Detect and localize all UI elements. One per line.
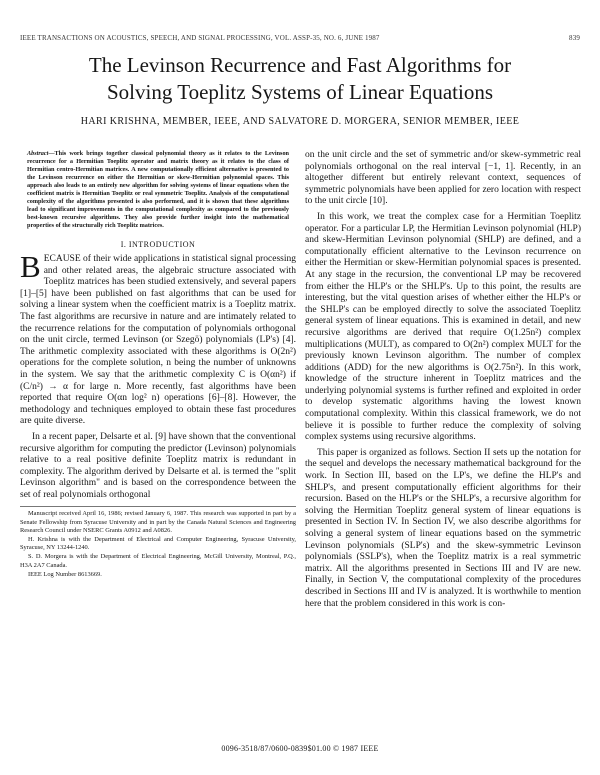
footnote-author-krishna: H. Krishna is with the Department of Electrical and Computer Engineering, Syracuse University, Syracuse, NY 13244-1240. — [20, 536, 296, 552]
section-heading-introduction: I. INTRODUCTION — [120, 240, 196, 249]
intro-paragraph-1 — [20, 249, 296, 428]
author-line: HARI KRISHNA, MEMBER, IEEE, AND SALVATORE D. MORGERA, SENIOR MEMBER, IEEE — [80, 116, 520, 127]
right-paragraph-2: In this work, we treat the complex case for a Hermitian Toeplitz operator. For a particular LP, the Hermitian Levinson polynomial (HLP) and skew-Hermitian Levinson polynomial (SHLP) are defined, and a computationally efficient alternative to the Levinson recurrence on either the Hermitian or skew-Hermitian polynomial spaces is presented. At any stage in the recursion, the conventional LP may be recovered from either the HLP's or the SHLP's. Up to this point, the results are interesting, but the vital question arises of whether either the HLP's or the SHLP's can be employed directly to solve the associated Toeplitz general system of linear equations. This is examined in detail, and new recursive algorithms are derived that require O(1.25n²) complex multiplications (MULT), as compared to O(2n²) complex MULT for the previously known Levinson algorithm. The number of complex additions (ADD) for the new algorithms is O(2.75n²). In this work, knowledge of the structure inherent in Toeplitz matrices and the underlying polynomial systems is further refined and exploited in order to develop systematic algorithms having the lowest known computational complexity. Within this classical framework, we do not believe it is possible to further reduce the complexity of solving complex systems using recursive algorithms. — [305, 211, 581, 443]
intro-paragraph-2: In a recent paper, Delsarte et al. [9] have shown that the conventional recursive algorithm for computing the predictor (Levinson) polynomials relative to a real positive definite Toeplitz matrix is redundant in complexity. The algorithm derived by Delsarte et al. is termed the "split Levinson algorithm" and is based on the correspondence between the set of real polynomials orthogonal — [20, 431, 296, 500]
right-paragraph-3: This paper is organized as follows. Section II sets up the notation for the sequel and develops the necessary mathematical background for the work. In Section III, based on the LP's, we define the HLP's and SHLP's, and present computationally efficient algorithms for their recursion. Based on the HLP's or the SHLP's, a recursive algorithm for solving the Hermitian Toeplitz general system of linear equations is presented in Section IV. In Section IV, we also describe algorithms for solving a general system of linear equations based on the symmetric Levinson polynomials (SLP's) and the skew-symmetric Levinson polynomials (SSLP's), when the Toeplitz matrix is a real symmetric matrix. All the algorithms presented in Sections III and IV are new. Finally, in Section V, the computational complexity of the procedures described in Sections III and IV is analyzed. It is worthwhile to mention here that the problem considered in this work is con- — [305, 447, 581, 609]
right-column — [305, 150, 581, 738]
abstract — [20, 150, 296, 230]
footnote-author-morgera: S. D. Morgera is with the Department of Electrical Engineering, McGill University, Montreal, P.Q., H3A 2A7 Canada. — [20, 553, 296, 569]
drop-cap: B — [20, 249, 41, 284]
title-line-1: The Levinson Recurrence and Fast Algorithms for — [88, 53, 512, 77]
page-number: 839 — [569, 34, 580, 42]
right-paragraph-1: on the unit circle and the set of symmetric and/or skew-symmetric real polynomials orthogonal on the real interval [−1, 1]. Recently, in an altogether different but entirely relevant context, sequences of symmetric polynomials have been applied for zero location with respect to the unit circle [10]. — [305, 150, 581, 207]
footnotes — [20, 506, 296, 579]
journal-header: IEEE TRANSACTIONS ON ACOUSTICS, SPEECH, AND SIGNAL PROCESSING, VOL. ASSP-35, NO. 6, JUNE 1987 — [20, 34, 380, 42]
right-body-text — [305, 150, 581, 610]
copyright-line: 0096-3518/87/0600-0839$01.00 © 1987 IEEE — [221, 744, 379, 753]
left-column — [20, 150, 296, 738]
left-body-text — [20, 249, 296, 501]
paper-title — [20, 52, 580, 106]
footnote-log-number: IEEE Log Number 8613669. — [28, 570, 102, 578]
running-head — [20, 34, 580, 46]
abstract-text: —This work brings together classical polynomial theory as it relates to the Levinson recurrence for a Hermitian Toeplitz operator and matrix theory as it relates to the class of Hermitian centro-Hermitian matrices. A new computationally efficient alternative is presented to the Levinson recurrence on either the Hermitian or skew-Hermitian polynomial spaces. This approach also leads to an entirely new algorithm for solving systems of linear equations when the coefficient matrix is Hermitian Toeplitz or real symmetric Toeplitz. Analysis of the computational complexity of the algorithms presented is also performed, and it is shown that these algorithms lead to significant improvements in the computational complexity as compared to the previously best-known recursive algorithms. They also provide further insight into the mathematical properties of the structurally rich Toeplitz matrices. — [27, 150, 289, 229]
footnote-manuscript: Manuscript received April 16, 1986; revised January 6, 1987. This research was supported in part by a Senate Fellowship from Syracuse University and in part by the Canada Natural Sciences and Engineering Research Council under NSERC Grants A0912 and A0826. — [20, 510, 296, 534]
title-line-2: Solving Toeplitz Systems of Linear Equations — [106, 80, 494, 104]
abstract-lead: Abstract — [27, 150, 49, 157]
intro-paragraph-1-text: ECAUSE of their wide applications in statistical signal processing and other related areas, the algebraic structure associated with Toeplitz matrices has been studied extensively, and several papers [1]–[5] have been published on fast algorithms that can be used for solving a linear system when the coefficient matrix is a Toeplitz matrix. The fast algorithms are recursive in nature and are intimately related to the recurrence relations for the computation of polynomials orthogonal on the unit circle, termed Levinson (or Szegö) polynomials (LP's) [4]. The arithmetic complexity associated with these algorithms is O(2n²) operations for the complete solution, n being the number of unknowns in the system. We say that the arithmetic complexity C is O(αn²) if (C/n²) → α for large n. More recently, fast algorithms have been reported that require O(αn log² n) operations [6]–[8]. However, the methodology and techniques employed to obtain these fast procedures are quite diverse. — [20, 254, 296, 427]
